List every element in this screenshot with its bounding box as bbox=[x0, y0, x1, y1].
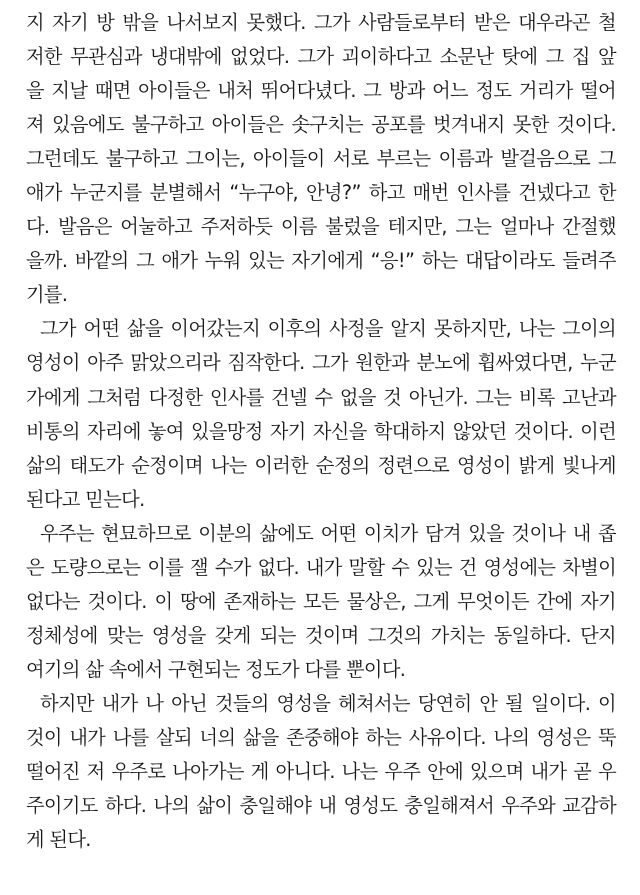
text-line: 우주는 현묘하므로 이분의 삶에도 어떤 이치가 담겨 있을 것이나 내 좁 bbox=[40, 521, 616, 545]
text-line: 은 도량으로는 이를 잴 수가 없다. 내가 말할 수 있는 건 영성에는 차별이 bbox=[26, 555, 616, 579]
text-line: 하지만 내가 나 아닌 것들의 영성을 헤쳐서는 당연히 안 될 일이다. 이 bbox=[40, 691, 616, 715]
text-line: 기를. bbox=[26, 283, 68, 307]
text-line: 정체성에 맞는 영성을 갖게 되는 것이며 그것의 가치는 동일하다. 단지 bbox=[26, 623, 616, 647]
text-line: 없다는 것이다. 이 땅에 존재하는 모든 물상은, 그게 무엇이든 간에 자기 bbox=[26, 589, 616, 613]
text-line: 애가 누군지를 분별해서 “누구야, 안녕?” 하고 매번 인사를 건넸다고 한 bbox=[26, 181, 616, 205]
text-line: 여기의 삶 속에서 구현되는 정도가 다를 뿐이다. bbox=[26, 657, 406, 681]
text-line: 된다고 믿는다. bbox=[26, 487, 145, 511]
text-line: 비통의 자리에 놓여 있을망정 자기 자신을 학대하지 않았던 것이다. 이런 bbox=[26, 419, 616, 443]
text-line: 저한 무관심과 냉대밖에 없었다. 그가 괴이하다고 소문난 탓에 그 집 앞 bbox=[26, 45, 616, 69]
text-line: 그런데도 불구하고 그이는, 아이들이 서로 부르는 이름과 발걸음으로 그 bbox=[26, 147, 616, 171]
paragraph-1 bbox=[26, 6, 616, 312]
text-line: 떨어진 저 우주로 나아가는 게 아니다. 나는 우주 안에 있으며 내가 곧 우 bbox=[26, 760, 616, 784]
text-line: 다. 발음은 어눌하고 주저하듯 이름 불렀을 테지만, 그는 얼마나 간절했 bbox=[26, 215, 616, 239]
text-line: 져 있음에도 불구하고 아이들은 솟구치는 공포를 벗겨내지 못한 것이다. bbox=[26, 113, 616, 137]
text-line: 삶의 태도가 순정이며 나는 이러한 순정의 정련으로 영성이 밝게 빛나게 bbox=[26, 453, 616, 477]
text-line: 지 자기 방 밖을 나서보지 못했다. 그가 사람들로부터 받은 대우라곤 철 bbox=[26, 11, 616, 34]
page-body bbox=[26, 6, 616, 857]
text-line: 을 지날 때면 아이들은 내처 뛰어다녔다. 그 방과 어느 정도 거리가 떨어 bbox=[26, 79, 616, 103]
text-line: 을까. 바깥의 그 애가 누워 있는 자기에게 “응!” 하는 대답이라도 들려주 bbox=[26, 249, 616, 273]
paragraph-3 bbox=[26, 517, 616, 687]
paragraph-4 bbox=[26, 687, 616, 857]
text-line: 게 된다. bbox=[26, 828, 91, 852]
paragraph-2 bbox=[26, 312, 616, 516]
text-line: 가에게 그처럼 다정한 인사를 건넬 수 없을 것 아닌가. 그는 비록 고난과 bbox=[26, 385, 616, 409]
text-line: 영성이 아주 맑았으리라 짐작한다. 그가 원한과 분노에 휩싸였다면, 누군 bbox=[26, 351, 616, 375]
text-line: 것이 내가 나를 살되 너의 삶을 존중해야 하는 사유이다. 나의 영성은 뚝 bbox=[26, 725, 616, 749]
text-line: 그가 어떤 삶을 이어갔는지 이후의 사정을 알지 못하지만, 나는 그이의 bbox=[40, 317, 616, 341]
text-line: 주이기도 하다. 나의 삶이 충일해야 내 영성도 충일해져서 우주와 교감하 bbox=[26, 794, 616, 818]
